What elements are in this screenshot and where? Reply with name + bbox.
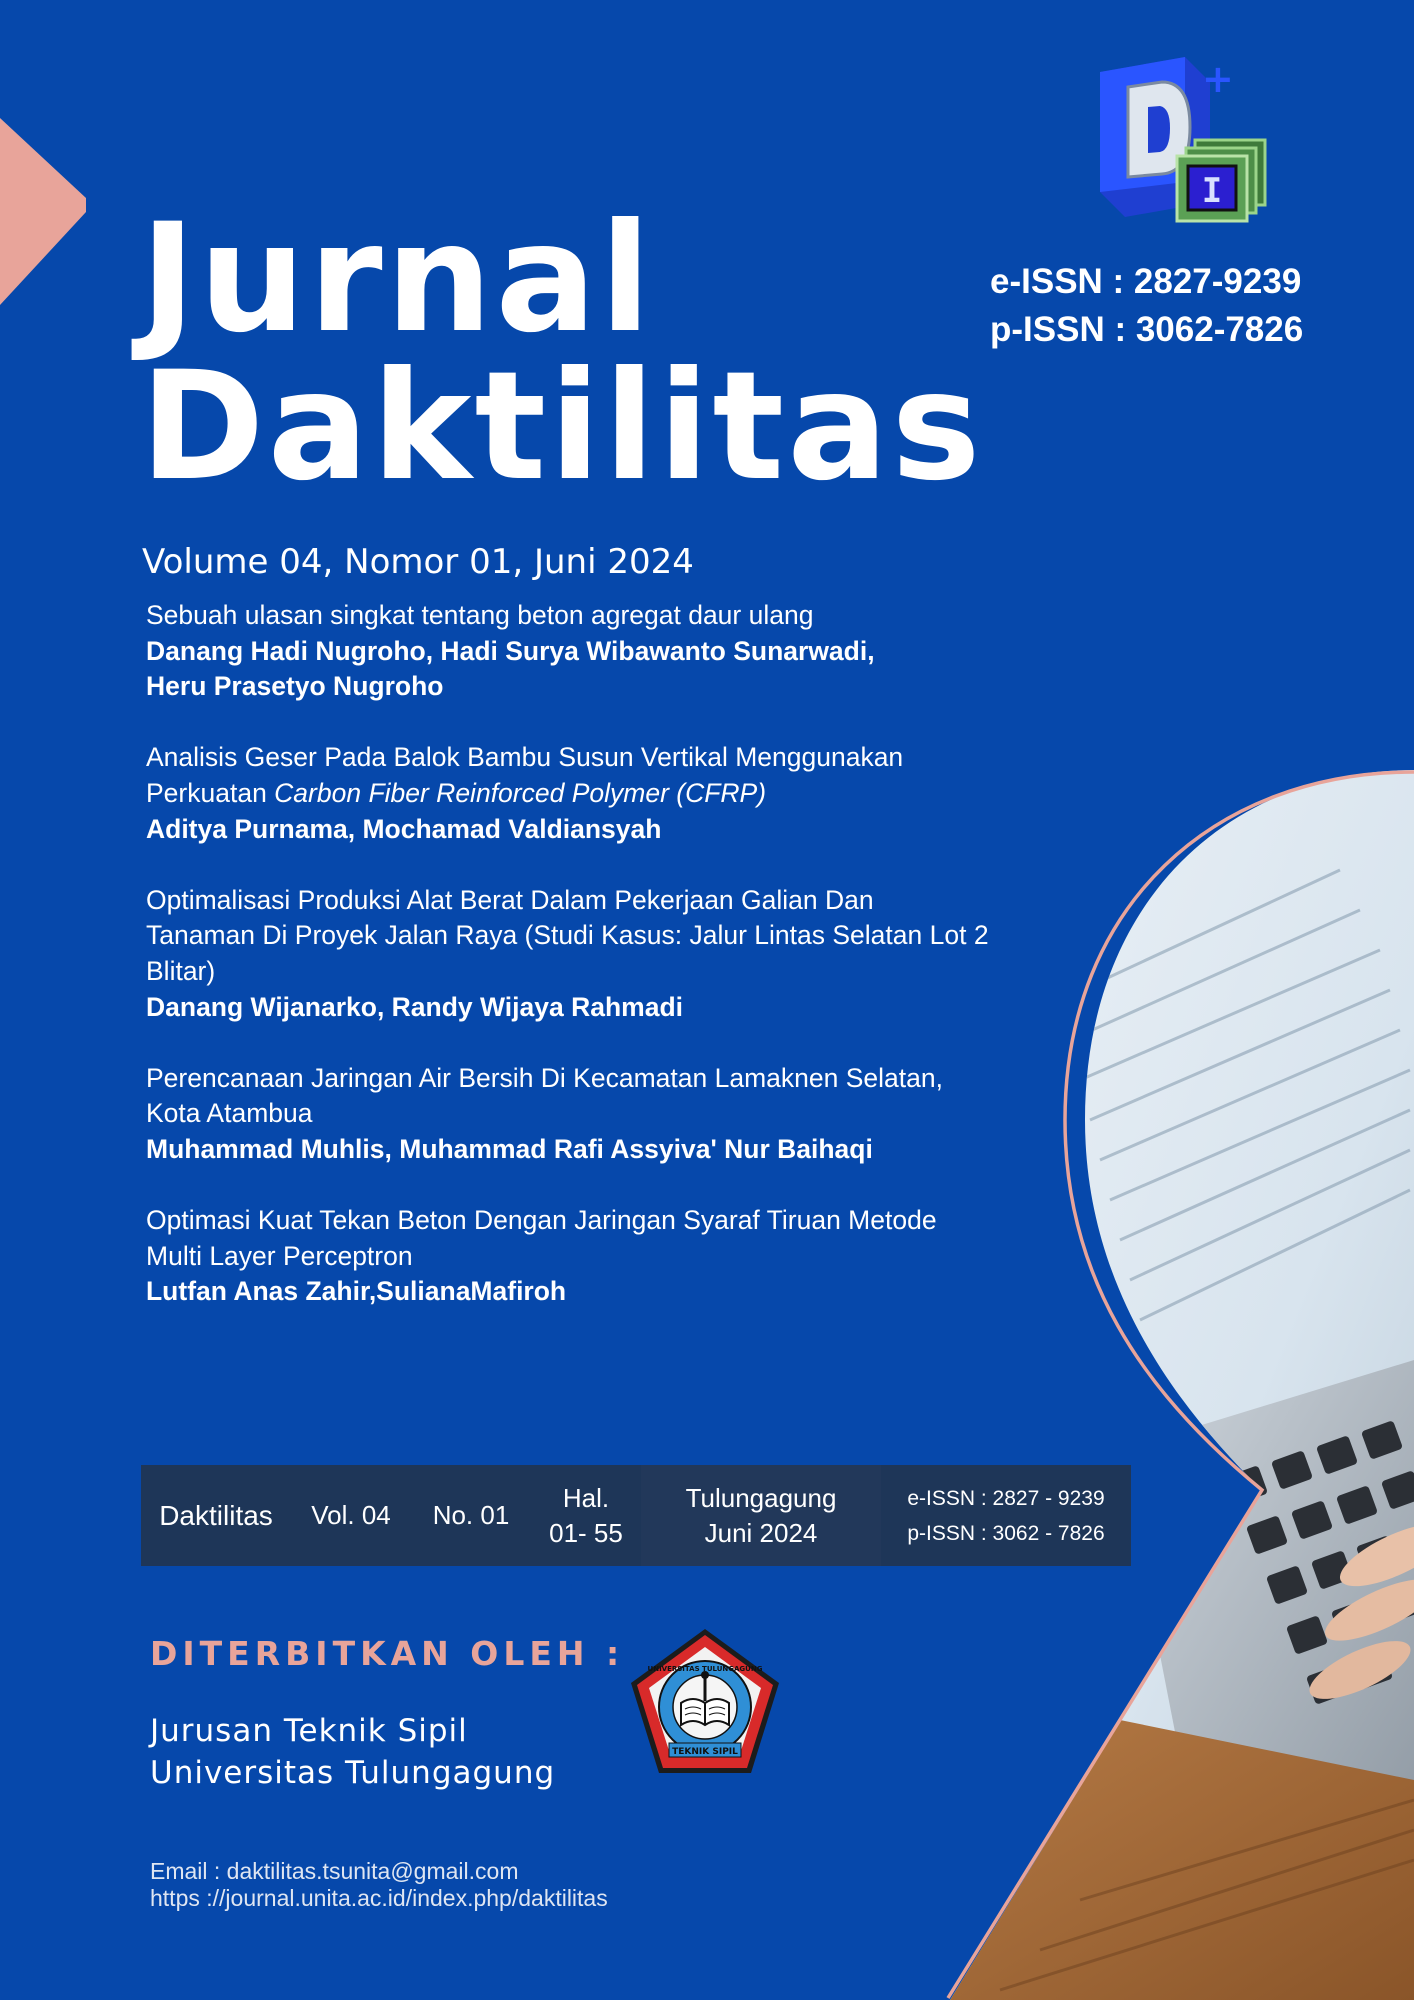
article-item [146, 1061, 1026, 1168]
infobar-date: Juni 2024 [704, 1517, 818, 1548]
article-authors: Danang Hadi Nugroho, Hadi Surya Wibawanto Sunarwadi, [146, 635, 875, 666]
article-title: Kota Atambua [146, 1098, 313, 1129]
infobar-volume-text: Vol. 04 [311, 1500, 391, 1530]
infobar-number [411, 1465, 531, 1566]
article-authors: Aditya Purnama, Mochamad Valdiansyah [146, 813, 662, 844]
e-issn: e-ISSN : 2827-9239 [990, 262, 1302, 301]
article-title: Sebuah ulasan singkat tentang beton agregat daur ulang [146, 600, 814, 630]
infobar-p-issn: p-ISSN : 3062 - 7826 [907, 1521, 1105, 1545]
seal-top-text: UNIVERSITAS TULUNGAGUNG [647, 1665, 763, 1673]
publisher-department: Jurusan Teknik Sipil [150, 1713, 468, 1749]
journal-title [140, 192, 984, 514]
article-title: Blitar) [146, 955, 216, 986]
journal-title-line1: Jurnal [140, 192, 654, 366]
article-title: Multi Layer Perceptron [146, 1240, 413, 1271]
p-issn: p-ISSN : 3062-7826 [990, 310, 1304, 349]
article-item [146, 740, 1026, 847]
article-item [146, 1203, 1026, 1310]
infobar-place-date [641, 1465, 881, 1566]
article-title-italic: Carbon Fiber Reinforced Polymer (CFRP) [274, 777, 767, 808]
infobar-issn [881, 1465, 1131, 1566]
seal-bottom-text: TEKNIK SIPIL [672, 1747, 738, 1757]
volume-line: Volume 04, Nomor 01, Juni 2024 [142, 542, 694, 582]
article-item [146, 598, 1026, 705]
svg-text:I: I [1201, 171, 1223, 211]
infobar-number-text: No. 01 [432, 1500, 510, 1530]
issn-block [990, 258, 1303, 354]
journal-logo [1090, 52, 1280, 232]
article-title: Perencanaan Jaringan Air Bersih Di Kecamatan Lamaknen Selatan, [146, 1062, 943, 1093]
publisher-university: Universitas Tulungagung [150, 1755, 556, 1791]
journal-title-line2: Daktilitas [140, 340, 984, 514]
infobar-journal-name: Daktilitas [159, 1500, 273, 1531]
article-authors: Muhammad Muhlis, Muhammad Rafi Assyiva' Nur Baihaqi [146, 1133, 873, 1164]
article-authors: Heru Prasetyo Nugroho [146, 671, 444, 702]
article-title-prefix: Perkuatan [146, 777, 275, 808]
published-by-label: DITERBITKAN OLEH : [150, 1634, 625, 1673]
infobar-city: Tulungagung [685, 1482, 837, 1513]
article-list [146, 598, 1026, 1345]
infobar-pages [531, 1465, 641, 1566]
publisher-name [150, 1710, 555, 1794]
infobar-pages-range: 01- 55 [549, 1517, 623, 1548]
svg-text:+: + [1202, 57, 1234, 101]
article-title: Analisis Geser Pada Balok Bambu Susun Vertikal Menggunakan [146, 742, 904, 773]
contact-url: https ://journal.unita.ac.id/index.php/daktilitas [150, 1885, 608, 1911]
contact-block [150, 1858, 608, 1912]
issue-info-bar [141, 1465, 1131, 1566]
article-authors: Lutfan Anas Zahir,SulianaMafiroh [146, 1276, 567, 1307]
article-title [146, 776, 1026, 812]
university-seal-icon [625, 1625, 785, 1780]
infobar-volume [291, 1465, 411, 1566]
article-authors: Danang Wijanarko, Randy Wijaya Rahmadi [146, 991, 684, 1022]
infobar-pages-label: Hal. [562, 1482, 610, 1513]
infobar-e-issn: e-ISSN : 2827 - 9239 [907, 1486, 1105, 1510]
contact-email: Email : daktilitas.tsunita@gmail.com [150, 1858, 519, 1884]
article-item [146, 883, 1026, 1025]
article-title: Tanaman Di Proyek Jalan Raya (Studi Kasus: Jalur Lintas Selatan Lot 2 [146, 920, 989, 951]
article-title: Optimasi Kuat Tekan Beton Dengan Jaringan Syaraf Tiruan Metode [146, 1205, 937, 1236]
article-title: Optimalisasi Produksi Alat Berat Dalam Pekerjaan Galian Dan [146, 884, 874, 915]
infobar-journal [141, 1465, 291, 1566]
